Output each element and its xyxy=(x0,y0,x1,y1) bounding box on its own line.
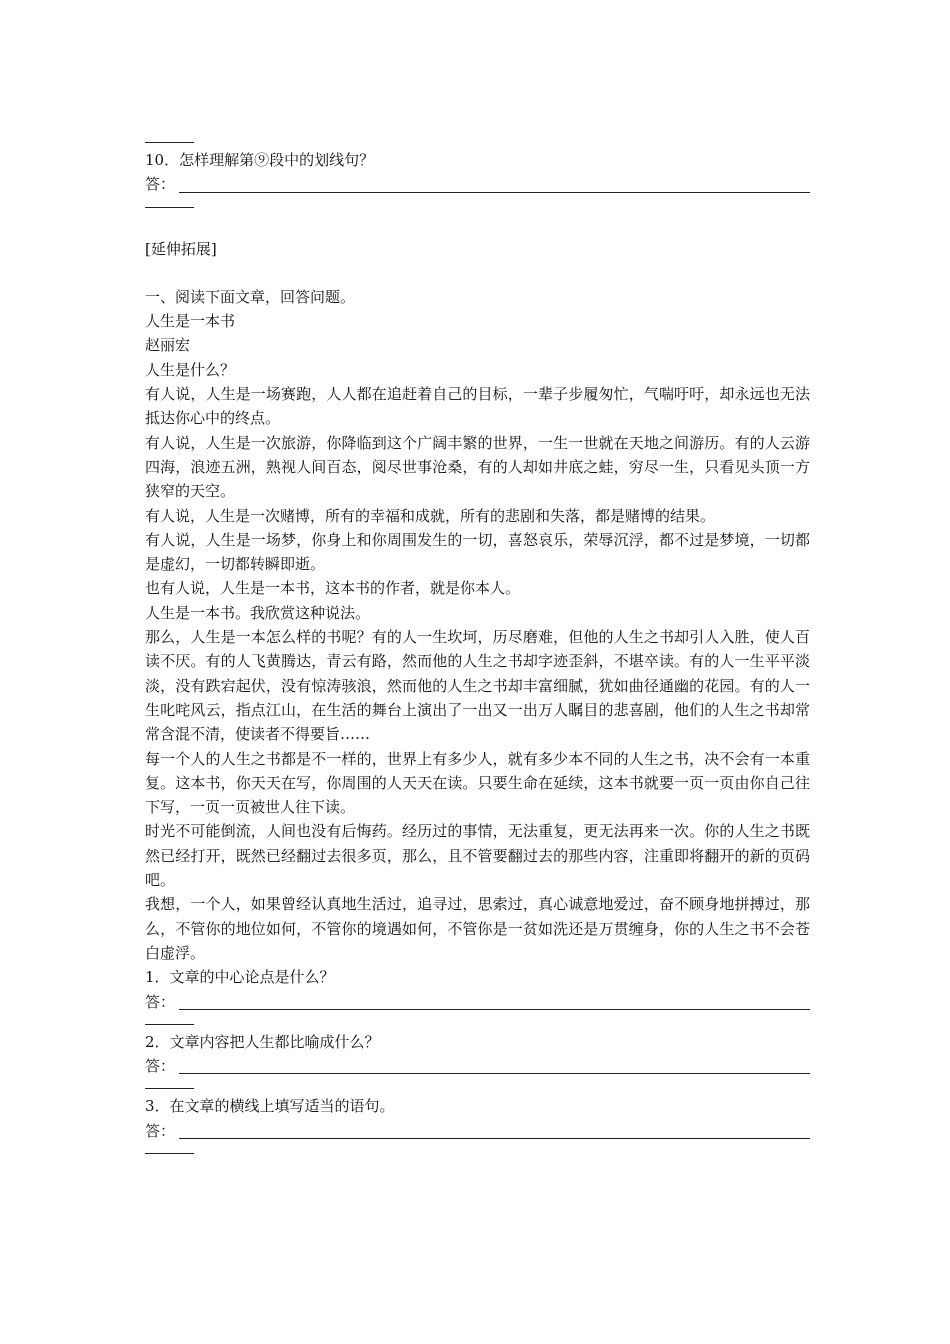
answer-line[interactable] xyxy=(179,175,810,193)
answer-line[interactable] xyxy=(179,992,810,1010)
article-paragraph: 人生是什么？ xyxy=(145,360,236,379)
answer-line[interactable] xyxy=(179,1056,810,1074)
answer-line-continuation xyxy=(145,1143,194,1154)
answer-row-3 xyxy=(145,1119,810,1143)
article-paragraph: 有人说，人生是一场梦，你身上和你周围发生的一切，喜怒哀乐，荣辱沉浮，都不过是梦境，一切都是虚幻，一切都转瞬即逝。 xyxy=(145,530,810,574)
article-paragraph: 每一个人的人生之书都是不一样的，世界上有多少人，就有多少本不同的人生之书，决不会有一本重复。这本书，你天天在写，你周围的人天天在读。只要生命在延续，这本书就要一页一页由你自己往下写，一页一页被世人往下读。 xyxy=(145,749,810,817)
article-paragraph: 那么，人生是一本怎么样的书呢？有的人一生坎坷，历尽磨难，但他的人生之书却引人入胜，使人百读不厌。有的人飞黄腾达，青云有路，然而他的人生之书却字迹歪斜，不堪卒读。有的人一生平平淡淡，没有跌宕起伏，没有惊涛骇浪，然而他的人生之书却丰富细腻，犹如曲径通幽的花园。有的人一生叱咤风云，指点江山，在生活的舞台上演出了一出又一出万人瞩目的悲喜剧，他们的人生之书却常常含混不清，使读者不得要旨…… xyxy=(145,628,810,744)
answer-row-10 xyxy=(145,172,810,196)
question-2: 2．文章内容把人生都比喻成什么？ xyxy=(145,1032,380,1051)
article-paragraph: 时光不可能倒流，人间也没有后悔药。经历过的事情，无法重复，更无法再来一次。你的人生之书既然已经打开，既然已经翻过去很多页，那么，且不管要翻过去的那些内容，注重即将翻开的新的页码吧。 xyxy=(145,822,810,890)
answer-line-continuation xyxy=(145,132,194,143)
article-paragraph: 我想，一个人，如果曾经认真地生活过，追寻过，思索过，真心诚意地爱过，奋不顾身地拼搏过，那么，不管你的地位如何，不管你的境遇如何，不管你是一贫如洗还是万贯缠身，你的人生之书不会苍白虚浮。 xyxy=(145,895,810,962)
article-paragraph: 有人说，人生是一场赛跑，人人都在追赶着自己的目标，一辈子步履匆忙，气喘吁吁，却永远也无法抵达你心中的终点。 xyxy=(145,385,810,428)
question-3: 3．在文章的横线上填写适当的语句。 xyxy=(145,1097,395,1116)
answer-line-continuation xyxy=(145,1014,194,1025)
answer-line-continuation xyxy=(145,1078,194,1089)
question-1: 1．文章的中心论点是什么？ xyxy=(145,968,335,987)
article-author: 赵丽宏 xyxy=(145,336,191,355)
answer-label: 答： xyxy=(145,992,176,1011)
article-title: 人生是一本书 xyxy=(145,312,236,331)
answer-label: 答： xyxy=(145,1121,176,1140)
article-paragraph: 有人说，人生是一次旅游，你降临到这个广阔丰繁的世界，一生一世就在天地之间游历。有的人云游四海，浪迹五洲，熟视人间百态，阅尽世事沧桑，有的人却如井底之蛙，穷尽一生，只看见头顶一方狭窄的天空。 xyxy=(145,433,810,501)
section-title: [延伸拓展] xyxy=(145,239,217,258)
article-paragraph: 人生是一本书。我欣赏这种说法。 xyxy=(145,603,371,622)
answer-row-2 xyxy=(145,1054,810,1078)
worksheet-page xyxy=(145,132,810,1159)
article-paragraph: 有人说，人生是一次赌博，所有的幸福和成就，所有的悲剧和失落，都是赌博的结果。 xyxy=(145,506,716,525)
part-instruction: 一、阅读下面文章，回答问题。 xyxy=(145,287,356,306)
answer-line-continuation xyxy=(145,197,194,208)
answer-label: 答： xyxy=(145,1057,176,1076)
article-paragraph: 也有人说，人生是一本书，这本书的作者，就是你本人。 xyxy=(145,579,521,598)
answer-label: 答： xyxy=(145,175,176,194)
question-10: 10．怎样理解第⑨段中的划线句？ xyxy=(145,151,375,169)
answer-row-1 xyxy=(145,990,810,1014)
answer-line[interactable] xyxy=(179,1121,810,1139)
